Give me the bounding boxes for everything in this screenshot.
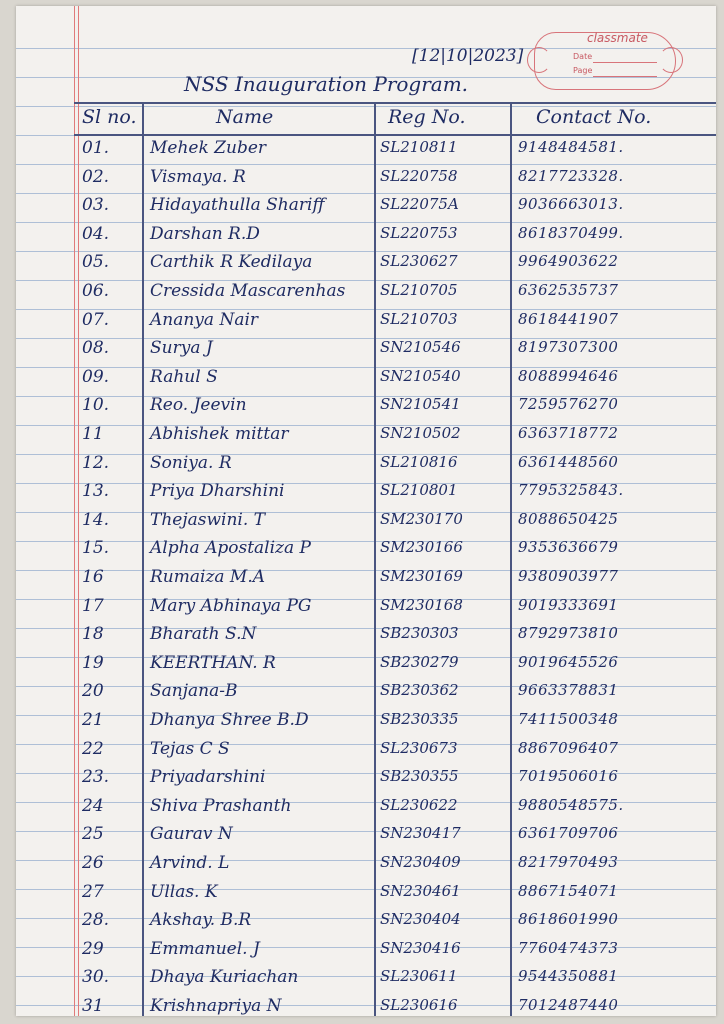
row-sl-no: 21 [82,710,104,730]
header-contact-no: Contact No. [536,106,652,128]
row-name: Ananya Nair [150,309,259,330]
row-contact-no: 9964903622 [518,252,619,271]
row-sl-no: 25 [82,824,104,845]
row-reg-no: SL210801 [380,481,458,500]
row-name: Vismaya. R [150,166,246,187]
row-name: Hidayathulla Shariff [150,195,325,216]
row-name: Ullas. K [150,881,218,902]
row-reg-no: SM230170 [380,509,463,528]
row-sl-no: 06. [82,281,110,301]
header-reg-no: Reg No. [388,106,466,128]
row-reg-no: SB230355 [380,767,459,786]
row-name: Akshay. B.R [150,910,252,931]
stamp-left-swirl [527,47,551,73]
row-contact-no: 8867154071 [518,881,619,900]
row-contact-no: 6362535737 [518,281,619,299]
row-reg-no: SN230416 [380,938,461,957]
row-sl-no: 08. [82,338,110,359]
row-sl-no: 23. [82,767,110,788]
stamp-page-line [593,76,657,77]
row-sl-no: 27 [82,881,104,902]
row-contact-no: 8217723328. [518,166,624,185]
row-reg-no: SB230303 [380,624,459,643]
row-name: Mary Abhinaya PG [150,595,312,616]
row-contact-no: 9544350881 [518,967,619,986]
row-reg-no: SL210705 [380,281,458,299]
header-name: Name [216,106,274,128]
row-contact-no: 6363718772 [518,424,619,442]
row-name: Arvind. L [150,853,230,873]
row-name: Abhishek mittar [150,424,289,444]
row-reg-no: SN210541 [380,395,461,414]
row-reg-no: SN230461 [380,881,461,900]
row-contact-no: 9353636679 [518,538,619,557]
row-sl-no: 18 [82,624,104,645]
row-sl-no: 29 [82,938,104,959]
row-name: Sanjana-B [150,681,238,702]
row-contact-no: 6361448560 [518,452,619,471]
row-name: Krishnapriya N [150,996,282,1016]
row-sl-no: 11 [82,424,104,444]
row-reg-no: SB230335 [380,710,459,728]
row-name: Priyadarshini [150,767,266,788]
row-reg-no: SB230279 [380,652,459,671]
row-reg-no: SM230166 [380,538,463,557]
handwritten-date: [12|10|2023] [412,46,524,66]
row-name: Soniya. R [150,452,232,473]
row-name: Cressida Mascarenhas [150,281,346,301]
table-row [16,996,716,1016]
row-sl-no: 19 [82,652,104,673]
row-contact-no: 8792973810 [518,624,619,643]
row-reg-no: SL220758 [380,166,458,185]
row-reg-no: SL210816 [380,452,458,471]
row-sl-no: 22 [82,738,104,759]
row-contact-no: 7760474373 [518,938,619,957]
row-reg-no: SM230169 [380,567,463,585]
row-sl-no: 12. [82,452,110,473]
row-reg-no: SN230417 [380,824,461,843]
row-contact-no: 8197307300 [518,338,619,357]
row-name: Rahul S [150,366,218,387]
row-reg-no: SN210540 [380,366,461,385]
row-contact-no: 9019645526 [518,652,619,671]
row-sl-no: 01. [82,138,110,158]
stamp-date-label: Date [573,52,593,61]
row-name: Dhanya Shree B.D [150,710,309,730]
row-sl-no: 17 [82,595,104,616]
row-reg-no: SL210703 [380,309,458,328]
row-sl-no: 02. [82,166,110,187]
row-reg-no: SL220753 [380,223,458,242]
row-sl-no: 28. [82,910,110,931]
stamp-date-line [593,62,657,63]
page-title: NSS Inauguration Program. [184,72,469,96]
row-sl-no: 09. [82,366,110,387]
row-reg-no: SL230627 [380,252,458,271]
row-name: KEERTHAN. R [150,652,276,673]
row-sl-no: 20 [82,681,104,702]
row-name: Gaurav N [150,824,233,845]
row-name: Reo. Jeevin [150,395,247,416]
row-reg-no: SL230611 [380,967,458,986]
row-contact-no: 8618370499. [518,223,624,242]
row-reg-no: SL22075A [380,195,459,214]
row-sl-no: 13. [82,481,110,502]
row-reg-no: SN210502 [380,424,461,442]
stamp-page-label: Page [573,66,593,75]
row-name: Rumaiza M.A [150,567,266,587]
row-contact-no: 7259576270 [518,395,619,414]
row-reg-no: SN230409 [380,853,461,871]
notebook-page [16,6,716,1016]
row-contact-no: 9019333691 [518,595,619,614]
row-name: Surya J [150,338,213,359]
row-reg-no: SB230362 [380,681,459,700]
row-reg-no: SL230622 [380,795,458,814]
row-contact-no: 9148484581. [518,138,624,156]
row-name: Carthik R Kedilaya [150,252,313,273]
row-contact-no: 8618601990 [518,910,619,929]
row-contact-no: 9036663013. [518,195,624,214]
brand-stamp [534,32,676,90]
row-name: Emmanuel. J [150,938,260,959]
row-contact-no: 8217970493 [518,853,619,871]
row-reg-no: SN210546 [380,338,461,357]
row-contact-no: 8088994646 [518,366,619,385]
row-name: Tejas C S [150,738,230,759]
row-sl-no: 03. [82,195,110,216]
row-name: Bharath S.N [150,624,257,645]
row-sl-no: 26 [82,853,104,873]
header-top-line [74,102,716,104]
header-sl-no: Sl no. [82,106,137,128]
row-contact-no: 7012487440 [518,996,619,1014]
row-reg-no: SN230404 [380,910,461,929]
row-sl-no: 10. [82,395,110,416]
row-reg-no: SL230616 [380,996,458,1014]
row-reg-no: SM230168 [380,595,463,614]
row-sl-no: 15. [82,538,110,559]
row-contact-no: 9380903977 [518,567,619,585]
row-sl-no: 30. [82,967,110,988]
row-sl-no: 16 [82,567,104,587]
stamp-right-swirl [659,47,683,73]
row-sl-no: 31 [82,996,104,1016]
row-sl-no: 07. [82,309,110,330]
row-name: Priya Dharshini [150,481,285,502]
row-contact-no: 8867096407 [518,738,619,757]
row-contact-no: 7795325843. [518,481,624,500]
row-contact-no: 8618441907 [518,309,619,328]
row-reg-no: SL230673 [380,738,458,757]
row-sl-no: 24 [82,795,104,816]
row-name: Shiva Prashanth [150,795,292,816]
row-contact-no: 7411500348 [518,710,619,728]
row-reg-no: SL210811 [380,138,458,156]
brand-name: classmate [587,31,648,45]
row-contact-no: 6361709706 [518,824,619,843]
row-contact-no: 8088650425 [518,509,619,528]
row-name: Dhaya Kuriachan [150,967,299,988]
row-name: Alpha Apostaliza P [150,538,311,559]
row-contact-no: 9880548575. [518,795,624,814]
row-sl-no: 05. [82,252,110,273]
row-sl-no: 04. [82,223,110,244]
row-contact-no: 7019506016 [518,767,619,786]
row-name: Mehek Zuber [150,138,267,158]
row-contact-no: 9663378831 [518,681,619,700]
row-name: Thejaswini. T [150,509,265,530]
row-name: Darshan R.D [150,223,260,244]
row-sl-no: 14. [82,509,110,530]
header-bottom-line [74,134,716,136]
